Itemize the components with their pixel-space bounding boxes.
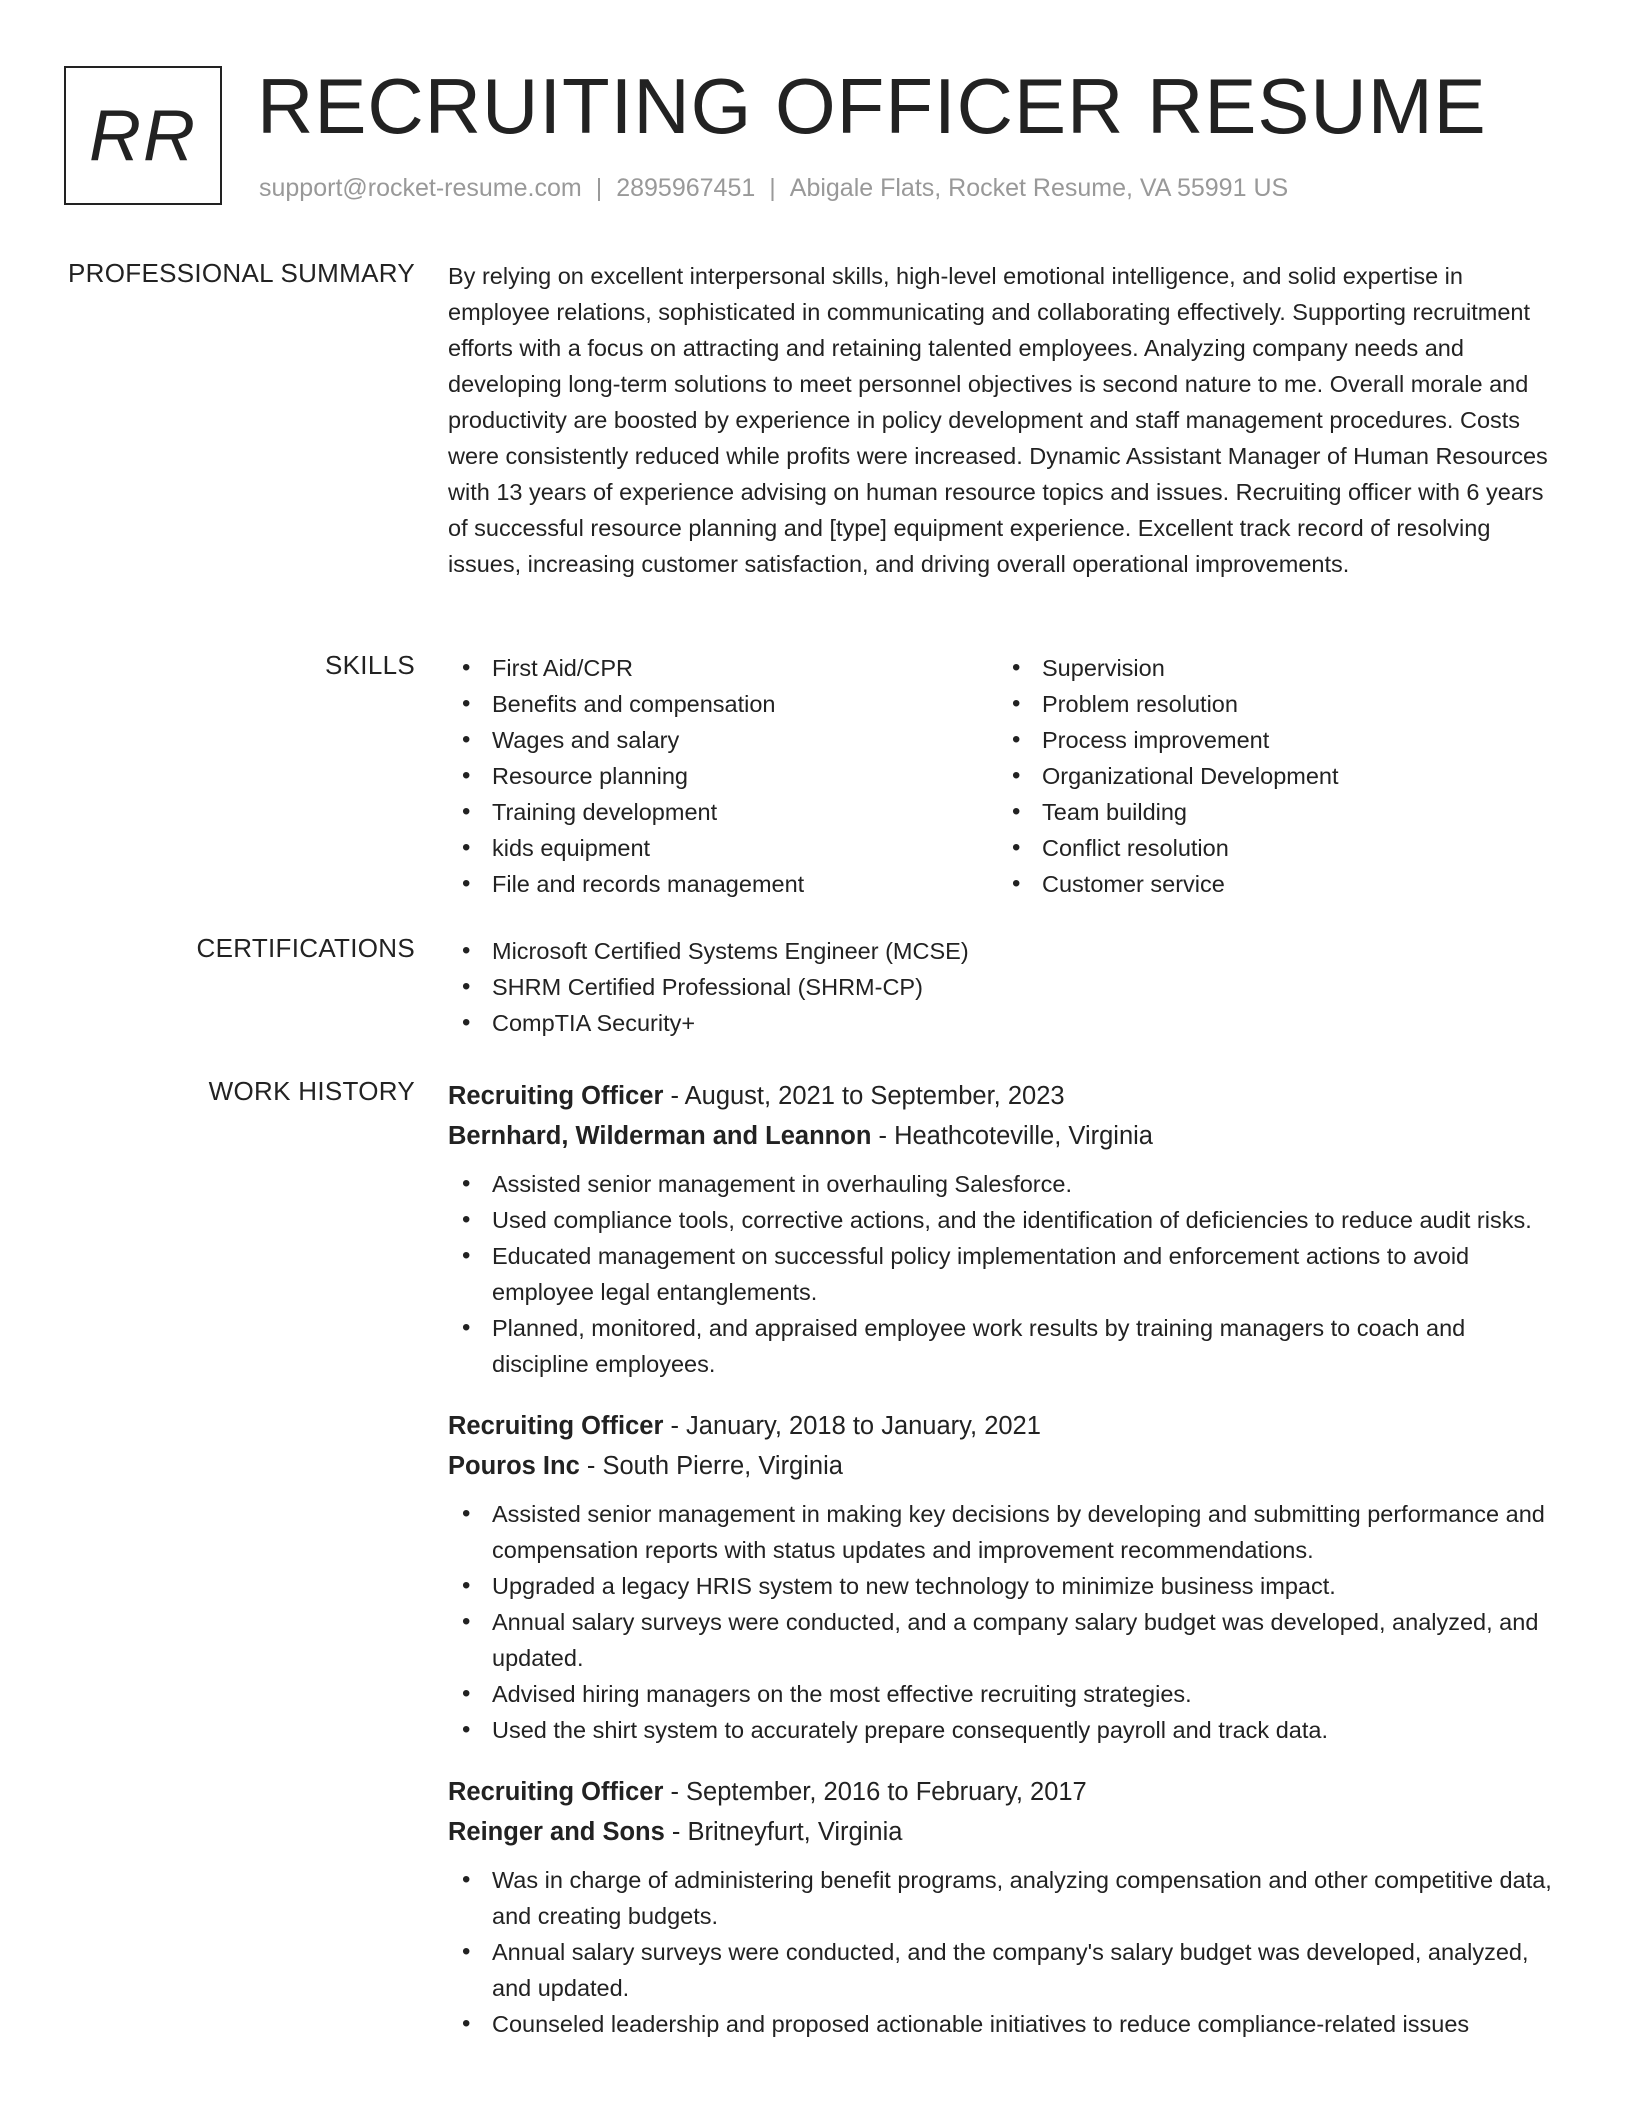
skill-item: • Conflict resolution — [998, 830, 1548, 866]
skill-item: • Supervision — [998, 650, 1548, 686]
job-bullet: • Upgraded a legacy HRIS system to new technology to minimize business impact. — [448, 1568, 1563, 1604]
job-title: Recruiting Officer — [448, 1412, 664, 1440]
job-title: Recruiting Officer — [448, 1082, 664, 1110]
contact-line — [259, 174, 1288, 203]
job-entry — [448, 1772, 1563, 2042]
certification-item: • Microsoft Certified Systems Engineer (MCSE) — [448, 933, 1563, 969]
job-company: Reinger and Sons — [448, 1818, 665, 1846]
skill-item: • Wages and salary — [448, 722, 998, 758]
skills-list-left — [448, 650, 998, 902]
job-bullet: • Annual salary surveys were conducted, and the company's salary budget was developed, analyzed, and updated. — [448, 1934, 1563, 2006]
skill-item: • Team building — [998, 794, 1548, 830]
skill-item: • Training development — [448, 794, 998, 830]
job-bullets — [448, 1862, 1563, 2042]
contact-phone: 2895967451 — [616, 174, 756, 202]
skill-item: • First Aid/CPR — [448, 650, 998, 686]
certification-item: • CompTIA Security+ — [448, 1005, 1563, 1041]
job-bullet: • Counseled leadership and proposed actionable initiatives to reduce compliance-related issues — [448, 2006, 1563, 2042]
section-label-certifications: CERTIFICATIONS — [196, 933, 415, 963]
job-dates: - January, 2018 to January, 2021 — [663, 1412, 1041, 1440]
skill-item: • File and records management — [448, 866, 998, 902]
job-title: Recruiting Officer — [448, 1778, 664, 1806]
job-company-line — [448, 1812, 1563, 1852]
job-bullet: • Was in charge of administering benefit programs, analyzing compensation and other competitive data, and creating budgets. — [448, 1862, 1563, 1934]
job-bullets — [448, 1496, 1563, 1748]
job-company: Bernhard, Wilderman and Leannon — [448, 1122, 872, 1150]
job-bullet: • Annual salary surveys were conducted, and a company salary budget was developed, analyzed, and updated. — [448, 1604, 1563, 1676]
section-label-summary: PROFESSIONAL SUMMARY — [68, 258, 415, 288]
monogram-logo: RR — [64, 66, 222, 205]
skills-body — [448, 650, 1563, 902]
job-bullet: • Planned, monitored, and appraised employee work results by training managers to coach and discipline employees. — [448, 1310, 1563, 1382]
skill-item: • Organizational Development — [998, 758, 1548, 794]
skill-item: • Process improvement — [998, 722, 1548, 758]
job-bullet: • Assisted senior management in making key decisions by developing and submitting performance and compensation reports with status updates and improvement recommendations. — [448, 1496, 1563, 1568]
skill-item: • kids equipment — [448, 830, 998, 866]
resume-header — [64, 64, 1564, 214]
contact-separator: | — [769, 174, 776, 202]
certifications-body — [448, 933, 1563, 1041]
skill-item: • Resource planning — [448, 758, 998, 794]
job-bullet: • Used the shirt system to accurately prepare consequently payroll and track data. — [448, 1712, 1563, 1748]
resume-title: RECRUITING OFFICER RESUME — [257, 62, 1487, 150]
contact-address: Abigale Flats, Rocket Resume, VA 55991 US — [789, 174, 1289, 202]
summary-text: By relying on excellent interpersonal skills, high-level emotional intelligence, and solid expertise in employee relations, sophisticated in communicating and collaborating effectively. Supporting recruitment efforts with a focus on attracting and retaining talented employees. Analyzing company needs and developing long-term solutions to meet personnel objectives is second nature to me. Overall morale and productivity are boosted by experience in policy development and staff management procedures. Costs were consistently reduced while profits were increased. Dynamic Assistant Manager of Human Resources with 13 years of experience advising on human resource topics and issues. Recruiting officer with 6 years of successful resource planning and [type] equipment experience. Excellent track record of resolving issues, increasing customer satisfaction, and driving overall operational improvements. — [448, 263, 1548, 577]
job-bullet: • Assisted senior management in overhauling Salesforce. — [448, 1166, 1563, 1202]
job-bullet: • Advised hiring managers on the most effective recruiting strategies. — [448, 1676, 1563, 1712]
job-bullet: • Educated management on successful policy implementation and enforcement actions to avoid employee legal entanglements. — [448, 1238, 1563, 1310]
work-history-body — [448, 1076, 1563, 2066]
contact-separator: | — [595, 174, 603, 202]
job-dates: - September, 2016 to February, 2017 — [663, 1778, 1087, 1806]
skills-list-right — [998, 650, 1548, 902]
job-company: Pouros Inc — [448, 1452, 580, 1480]
skill-item: • Customer service — [998, 866, 1548, 902]
job-location: - Heathcoteville, Virginia — [871, 1122, 1153, 1150]
certification-item: • SHRM Certified Professional (SHRM-CP) — [448, 969, 1563, 1005]
skill-item: • Benefits and compensation — [448, 686, 998, 722]
job-title-line — [448, 1406, 1563, 1446]
job-location: - Britneyfurt, Virginia — [664, 1818, 903, 1846]
job-title-line — [448, 1772, 1563, 1812]
certifications-list — [448, 933, 1563, 1041]
job-bullets — [448, 1166, 1563, 1382]
job-location: - South Pierre, Virginia — [579, 1452, 843, 1480]
summary-body — [448, 258, 1563, 582]
section-label-skills: SKILLS — [325, 650, 415, 680]
job-entry — [448, 1076, 1563, 1382]
section-label-work-history: WORK HISTORY — [208, 1076, 415, 1106]
contact-email: support@rocket-resume.com — [259, 174, 582, 202]
job-bullet: • Used compliance tools, corrective actions, and the identification of deficiencies to reduce audit risks. — [448, 1202, 1563, 1238]
job-company-line — [448, 1116, 1563, 1156]
job-dates: - August, 2021 to September, 2023 — [663, 1082, 1065, 1110]
job-title-line — [448, 1076, 1563, 1116]
job-company-line — [448, 1446, 1563, 1486]
skill-item: • Problem resolution — [998, 686, 1548, 722]
job-entry — [448, 1406, 1563, 1748]
